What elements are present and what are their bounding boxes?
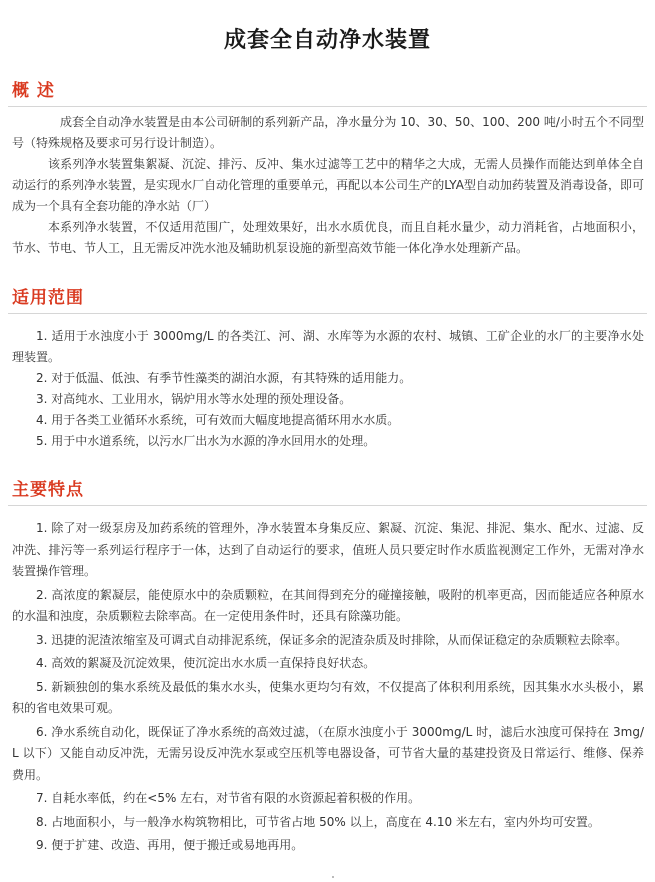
- list-item: 6. 净水系统自动化，既保证了净水系统的高效过滤，（在原水浊度小于 3000mg/L 时，滤后水浊度可保持在 3mg/L 以下）又能自动反冲洗，无需另设反冲洗水泵或空压机等电器设备，可节省大量的基建投资及日常运行、维修、保养费用。: [12, 724, 644, 782]
- scope-list: [12, 326, 644, 452]
- section-divider: [8, 313, 647, 314]
- list-item: 5. 用于中水道系统，以污水厂出水为水源的净水回用水的处理。: [36, 434, 376, 448]
- list-item: 2. 对于低温、低浊、有季节性藻类的湖泊水源，有其特殊的适用能力。: [36, 371, 412, 385]
- list-item: 3. 对高纯水、工业用水，锅炉用水等水处理的预处理设备。: [36, 392, 352, 406]
- page-title: 成套全自动净水装置: [223, 28, 431, 53]
- list-item: 8. 占地面积小，与一般净水构筑物相比，可节省占地 50% 以上，高度在 4.10 米左右，室内外均可安置。: [36, 814, 600, 829]
- list-item: 3. 迅捷的泥渣浓缩室及可调式自动排泥系统，保证多余的泥渣杂质及时排除，从而保证稳定的杂质颗粒去除率。: [36, 632, 628, 647]
- list-item: 4. 高效的絮凝及沉淀效果，使沉淀出水水质一直保持良好状态。: [36, 656, 376, 670]
- list-item: 5. 新颖独创的集水系统及最低的集水水头，使集水更均匀有效，不仅提高了体积利用系统，因其集水水头极小，累积的省电效果可观。: [12, 679, 644, 715]
- list-item: 1. 适用于水浊度小于 3000mg/L 的各类江、河、湖、水库等为水源的农村、城镇、工矿企业的水厂的主要净水处理装置。: [12, 329, 644, 364]
- section-heading-features: 主要特点: [12, 480, 84, 500]
- list-item: 2. 高浓度的絮凝层，能使原水中的杂质颗粒，在其间得到充分的碰撞接触，吸附的机率更高，因而能适应各种原水的水温和浊度，杂质颗粒去除率高。在一定使用条件时，还具有除藻功能。: [12, 587, 644, 623]
- page-mark: [332, 876, 334, 878]
- overview-paragraph-3: 本系列净水装置，不仅适用范围广，处理效果好，出水水质优良，而且自耗水量少，动力消耗省，占地面积小，节水、节电、节人工，且无需反冲洗水池及辅助机泵设施的新型高效节能一体化净水处理新产品。: [12, 220, 644, 255]
- features-list: [12, 518, 644, 859]
- section-heading-overview: 概 述: [12, 81, 55, 101]
- section-divider: [8, 505, 647, 506]
- overview-paragraph-2: 该系列净水装置集絮凝、沉淀、排污、反冲、集水过滤等工艺中的精华之大成，无需人员操作而能达到单体全自动运行的系列净水装置，是实现水厂自动化管理的重要单元，再配以本公司生产的LYA型自动加药装置及消毒设备，即可成为一个具有全套功能的净水站（厂）: [12, 157, 644, 213]
- list-item: 1. 除了对一级泵房及加药系统的管理外，净水装置本身集反应、絮凝、沉淀、集泥、排泥、集水、配水、过滤、反冲洗、排污等一系列运行程序于一体，达到了自动运行的要求，值班人员只要定时作水质监视测定工作外，无需对净水装置操作管理。: [12, 521, 644, 578]
- list-item: 7. 自耗水率低，约在<5% 左右，对节省有限的水资源起着积极的作用。: [36, 791, 421, 805]
- list-item: 4. 用于各类工业循环水系统，可有效而大幅度地提高循环用水水质。: [36, 413, 400, 427]
- overview-paragraph-1: 成套全自动净水装置是由本公司研制的系列新产品，净水量分为 10、30、50、100、200 吨/小时五个不同型号（特殊规格及要求可另行设计制造）。: [12, 115, 644, 150]
- section-divider: [8, 106, 647, 107]
- section-heading-scope: 适用范围: [12, 288, 84, 308]
- list-item: 9. 便于扩建、改造、再用，便于搬迁或易地再用。: [36, 838, 304, 852]
